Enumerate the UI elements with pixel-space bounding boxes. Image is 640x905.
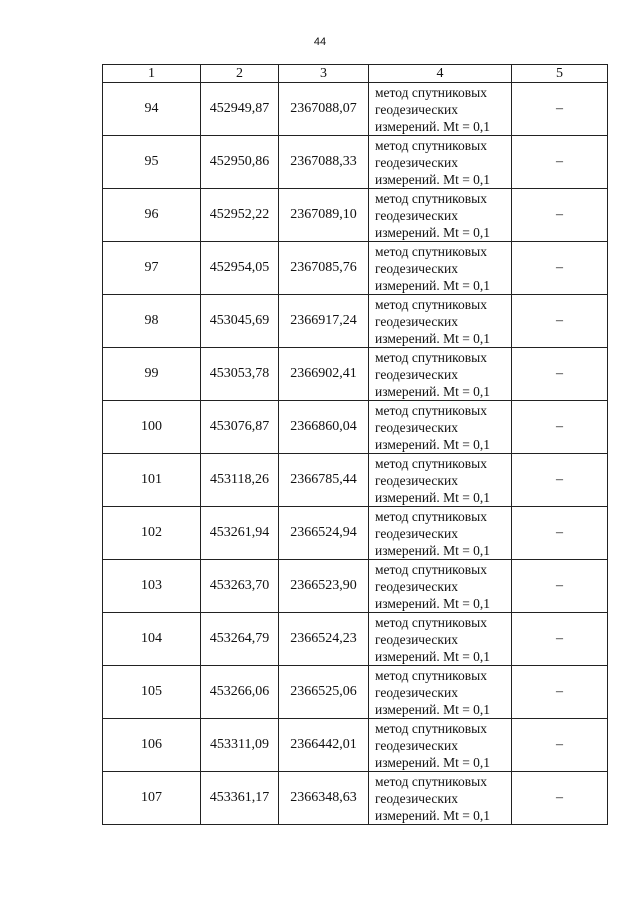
- table-body: [103, 83, 608, 825]
- note-cell: –: [512, 295, 608, 348]
- note-cell: –: [512, 242, 608, 295]
- method-line: метод спутниковых: [375, 561, 487, 577]
- point-number-cell: 106: [103, 719, 201, 772]
- method-cell: [369, 613, 512, 666]
- point-number-cell: 104: [103, 613, 201, 666]
- method-line: метод спутниковых: [375, 455, 487, 471]
- note-cell: –: [512, 454, 608, 507]
- method-line: метод спутниковых: [375, 84, 487, 100]
- table-row: [103, 401, 608, 454]
- x-coordinate-cell: 453261,94: [201, 507, 279, 560]
- method-line: измерений. Mt = 0,1: [375, 754, 491, 770]
- x-coordinate-cell: 453053,78: [201, 348, 279, 401]
- method-line: измерений. Mt = 0,1: [375, 701, 491, 717]
- point-number-cell: 105: [103, 666, 201, 719]
- method-line: измерений. Mt = 0,1: [375, 171, 491, 187]
- note-cell: –: [512, 189, 608, 242]
- method-line: метод спутниковых: [375, 137, 487, 153]
- point-number-cell: 95: [103, 136, 201, 189]
- x-coordinate-cell: 453045,69: [201, 295, 279, 348]
- table-row: [103, 454, 608, 507]
- y-coordinate-cell: 2366524,94: [279, 507, 369, 560]
- note-cell: –: [512, 560, 608, 613]
- method-line: геодезических: [375, 419, 458, 435]
- y-coordinate-cell: 2366348,63: [279, 772, 369, 825]
- point-number-cell: 94: [103, 83, 201, 136]
- note-cell: –: [512, 719, 608, 772]
- table-row: [103, 83, 608, 136]
- x-coordinate-cell: 453118,26: [201, 454, 279, 507]
- header-col-4: 4: [369, 65, 512, 83]
- method-line: метод спутниковых: [375, 402, 487, 418]
- method-cell: [369, 666, 512, 719]
- method-cell: [369, 560, 512, 613]
- method-line: измерений. Mt = 0,1: [375, 489, 491, 505]
- header-row: [103, 65, 608, 83]
- method-line: геодезических: [375, 578, 458, 594]
- note-cell: –: [512, 613, 608, 666]
- table-header: [103, 65, 608, 83]
- x-coordinate-cell: 453264,79: [201, 613, 279, 666]
- method-line: измерений. Mt = 0,1: [375, 224, 491, 240]
- method-line: метод спутниковых: [375, 296, 487, 312]
- y-coordinate-cell: 2366442,01: [279, 719, 369, 772]
- method-line: измерений. Mt = 0,1: [375, 277, 491, 293]
- table-row: [103, 295, 608, 348]
- header-col-2: 2: [201, 65, 279, 83]
- note-cell: –: [512, 401, 608, 454]
- method-line: измерений. Mt = 0,1: [375, 595, 491, 611]
- y-coordinate-cell: 2367085,76: [279, 242, 369, 295]
- method-line: метод спутниковых: [375, 349, 487, 365]
- y-coordinate-cell: 2366523,90: [279, 560, 369, 613]
- note-cell: –: [512, 136, 608, 189]
- table-row: [103, 189, 608, 242]
- method-cell: [369, 401, 512, 454]
- method-cell: [369, 348, 512, 401]
- table-row: [103, 719, 608, 772]
- point-number-cell: 97: [103, 242, 201, 295]
- page-number: 44: [313, 36, 327, 48]
- method-line: измерений. Mt = 0,1: [375, 542, 491, 558]
- method-line: геодезических: [375, 790, 458, 806]
- header-col-3: 3: [279, 65, 369, 83]
- method-cell: [369, 507, 512, 560]
- x-coordinate-cell: 452954,05: [201, 242, 279, 295]
- method-line: измерений. Mt = 0,1: [375, 648, 491, 664]
- point-number-cell: 102: [103, 507, 201, 560]
- method-line: метод спутниковых: [375, 190, 487, 206]
- method-cell: [369, 454, 512, 507]
- y-coordinate-cell: 2366524,23: [279, 613, 369, 666]
- y-coordinate-cell: 2367088,33: [279, 136, 369, 189]
- table-row: [103, 666, 608, 719]
- x-coordinate-cell: 453263,70: [201, 560, 279, 613]
- method-line: геодезических: [375, 313, 458, 329]
- method-line: геодезических: [375, 631, 458, 647]
- method-line: измерений. Mt = 0,1: [375, 118, 491, 134]
- note-cell: –: [512, 666, 608, 719]
- table-row: [103, 613, 608, 666]
- method-line: геодезических: [375, 101, 458, 117]
- point-number-cell: 101: [103, 454, 201, 507]
- point-number-cell: 103: [103, 560, 201, 613]
- table-row: [103, 242, 608, 295]
- table-row: [103, 136, 608, 189]
- x-coordinate-cell: 453311,09: [201, 719, 279, 772]
- x-coordinate-cell: 453266,06: [201, 666, 279, 719]
- coordinates-table: [102, 64, 608, 825]
- method-line: геодезических: [375, 260, 458, 276]
- method-line: геодезических: [375, 154, 458, 170]
- method-line: геодезических: [375, 737, 458, 753]
- header-col-5: 5: [512, 65, 608, 83]
- method-line: геодезических: [375, 366, 458, 382]
- method-line: геодезических: [375, 207, 458, 223]
- point-number-cell: 96: [103, 189, 201, 242]
- table-row: [103, 348, 608, 401]
- y-coordinate-cell: 2366785,44: [279, 454, 369, 507]
- y-coordinate-cell: 2367089,10: [279, 189, 369, 242]
- x-coordinate-cell: 452952,22: [201, 189, 279, 242]
- y-coordinate-cell: 2367088,07: [279, 83, 369, 136]
- note-cell: –: [512, 772, 608, 825]
- y-coordinate-cell: 2366917,24: [279, 295, 369, 348]
- table-row: [103, 507, 608, 560]
- method-line: геодезических: [375, 525, 458, 541]
- table-row: [103, 560, 608, 613]
- note-cell: –: [512, 507, 608, 560]
- method-line: метод спутниковых: [375, 508, 487, 524]
- method-line: метод спутниковых: [375, 667, 487, 683]
- method-line: измерений. Mt = 0,1: [375, 383, 491, 399]
- method-line: измерений. Mt = 0,1: [375, 436, 491, 452]
- method-cell: [369, 189, 512, 242]
- x-coordinate-cell: 453076,87: [201, 401, 279, 454]
- method-cell: [369, 772, 512, 825]
- method-cell: [369, 242, 512, 295]
- method-line: метод спутниковых: [375, 720, 487, 736]
- note-cell: –: [512, 83, 608, 136]
- point-number-cell: 98: [103, 295, 201, 348]
- method-cell: [369, 83, 512, 136]
- y-coordinate-cell: 2366902,41: [279, 348, 369, 401]
- x-coordinate-cell: 452949,87: [201, 83, 279, 136]
- method-cell: [369, 136, 512, 189]
- method-line: метод спутниковых: [375, 243, 487, 259]
- method-cell: [369, 295, 512, 348]
- method-cell: [369, 719, 512, 772]
- method-line: измерений. Mt = 0,1: [375, 330, 491, 346]
- point-number-cell: 107: [103, 772, 201, 825]
- method-line: метод спутниковых: [375, 773, 487, 789]
- y-coordinate-cell: 2366860,04: [279, 401, 369, 454]
- note-cell: –: [512, 348, 608, 401]
- y-coordinate-cell: 2366525,06: [279, 666, 369, 719]
- header-col-1: 1: [103, 65, 201, 83]
- point-number-cell: 100: [103, 401, 201, 454]
- method-line: геодезических: [375, 684, 458, 700]
- x-coordinate-cell: 452950,86: [201, 136, 279, 189]
- method-line: метод спутниковых: [375, 614, 487, 630]
- x-coordinate-cell: 453361,17: [201, 772, 279, 825]
- table-row: [103, 772, 608, 825]
- point-number-cell: 99: [103, 348, 201, 401]
- method-line: геодезических: [375, 472, 458, 488]
- method-line: измерений. Mt = 0,1: [375, 807, 491, 823]
